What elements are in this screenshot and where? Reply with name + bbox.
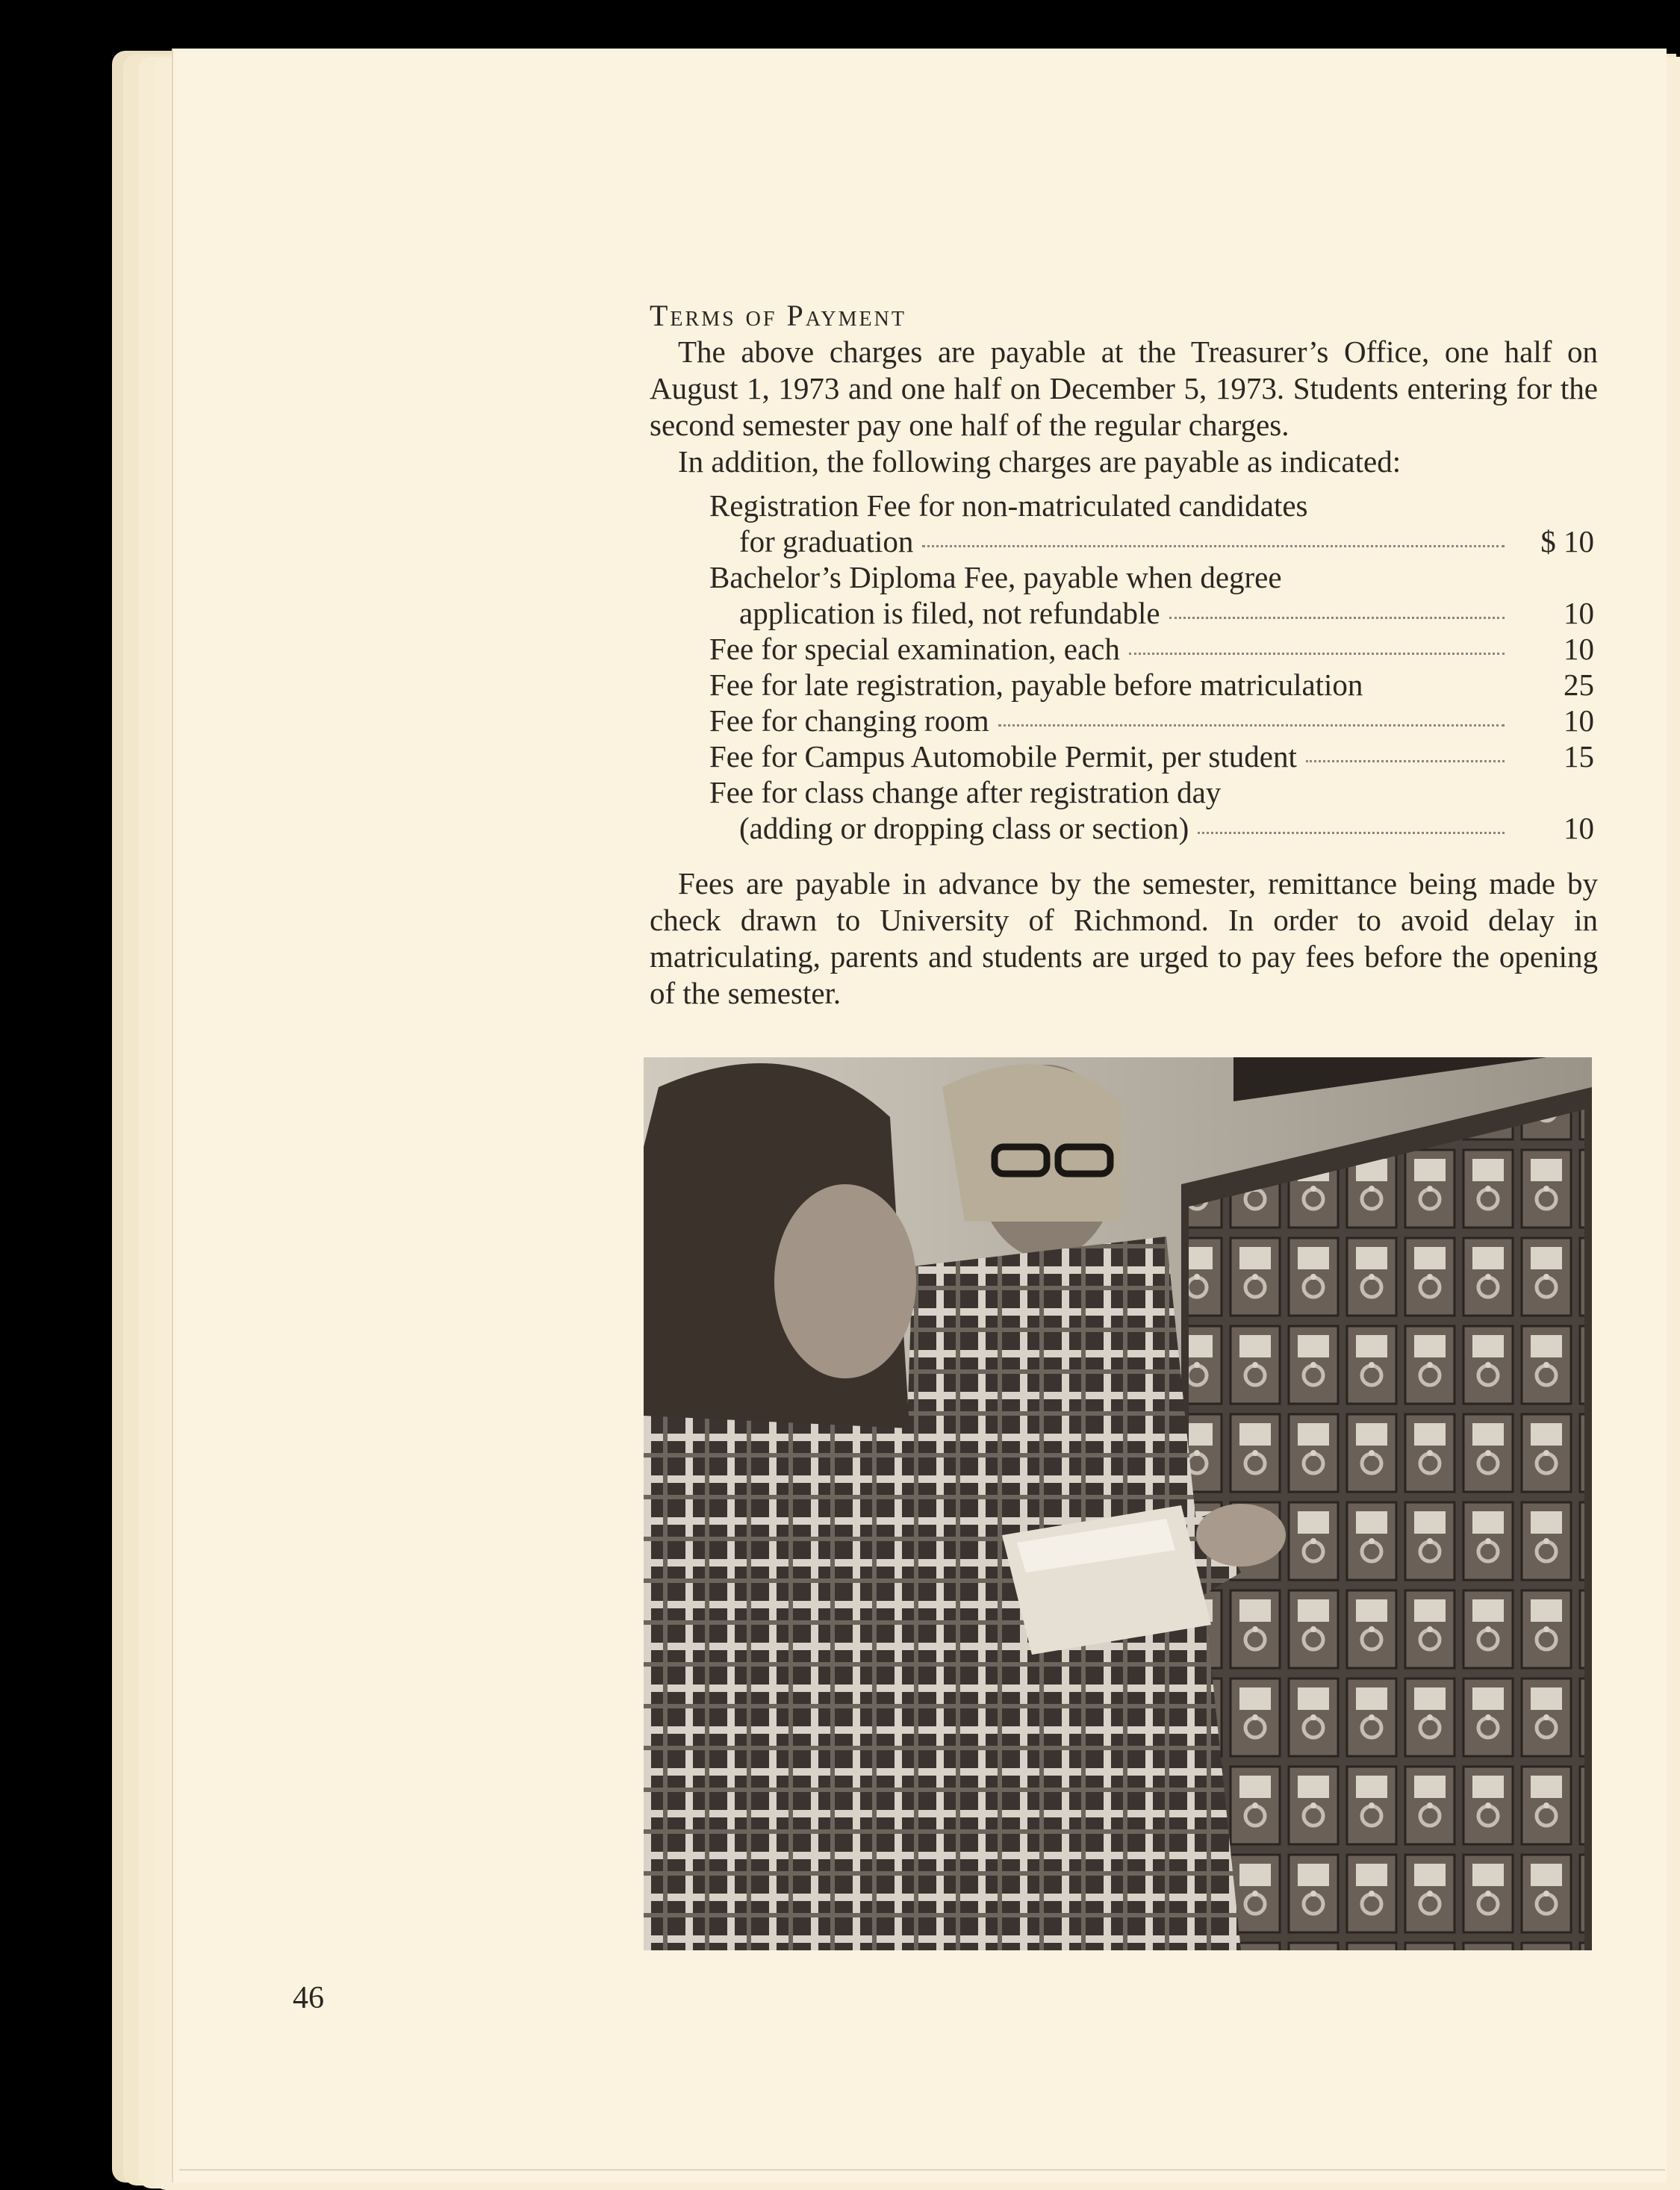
fee-label: application is filed, not refundable — [739, 596, 1160, 630]
page-bottom-edge — [179, 2169, 1665, 2171]
fee-row — [709, 738, 1594, 774]
fee-label: Bachelor’s Diploma Fee, payable when degree — [709, 560, 1282, 594]
fee-row — [709, 774, 1594, 810]
dot-leader — [1169, 617, 1505, 619]
fee-list — [709, 488, 1594, 846]
page-content — [650, 297, 1598, 1042]
fee-label: Registration Fee for non-matriculated candidates — [709, 488, 1308, 523]
section-heading: Terms of Payment — [650, 299, 906, 332]
additional-charges-line: In addition, the following charges are payable as indicated: — [678, 444, 1401, 479]
fee-label: Fee for changing room — [709, 703, 989, 738]
fee-row — [709, 523, 1594, 559]
intro-paragraph: The above charges are payable at the Treasurer’s Office, one half on August 1, 1973 and one half on December 5, 1973. Students entering for the second semester pay one half of the regular charges. — [650, 335, 1598, 442]
fee-label: Fee for Campus Automobile Permit, per student — [709, 739, 1297, 774]
dot-leader — [1129, 653, 1505, 655]
dot-leader — [1198, 832, 1505, 834]
photo-card-catalog — [644, 1057, 1592, 1950]
fee-label: Fee for late registration, payable before matriculation — [709, 668, 1363, 702]
fee-row — [709, 631, 1594, 667]
fee-amount: $ 10 — [1540, 524, 1594, 559]
fee-row — [709, 559, 1594, 595]
fee-label: (adding or dropping class or section) — [739, 811, 1189, 845]
fee-amount: 10 — [1564, 811, 1594, 845]
fee-amount: 10 — [1564, 596, 1594, 630]
fee-amount: 10 — [1564, 632, 1594, 666]
page-number: 46 — [293, 1981, 324, 2015]
fee-row — [709, 810, 1594, 846]
fee-amount: 10 — [1564, 703, 1594, 738]
dot-leader — [998, 724, 1505, 727]
fee-amount: 15 — [1564, 739, 1594, 774]
fee-label: Fee for special examination, each — [709, 632, 1120, 666]
fee-label: Fee for class change after registration day — [709, 775, 1222, 809]
dot-leader — [922, 545, 1505, 547]
fee-row — [709, 667, 1594, 703]
fee-label: for graduation — [739, 524, 914, 559]
dot-leader — [1306, 760, 1505, 762]
fee-amount: 25 — [1564, 668, 1594, 702]
fee-row — [709, 703, 1594, 738]
fee-row — [709, 488, 1594, 523]
fee-row — [709, 595, 1594, 631]
closing-paragraph: Fees are payable in advance by the semester, remittance being made by check drawn to University of Richmond. In order to avoid delay in matriculating, parents and students are urged to pay fees before the opening of the semester. — [650, 866, 1598, 1010]
